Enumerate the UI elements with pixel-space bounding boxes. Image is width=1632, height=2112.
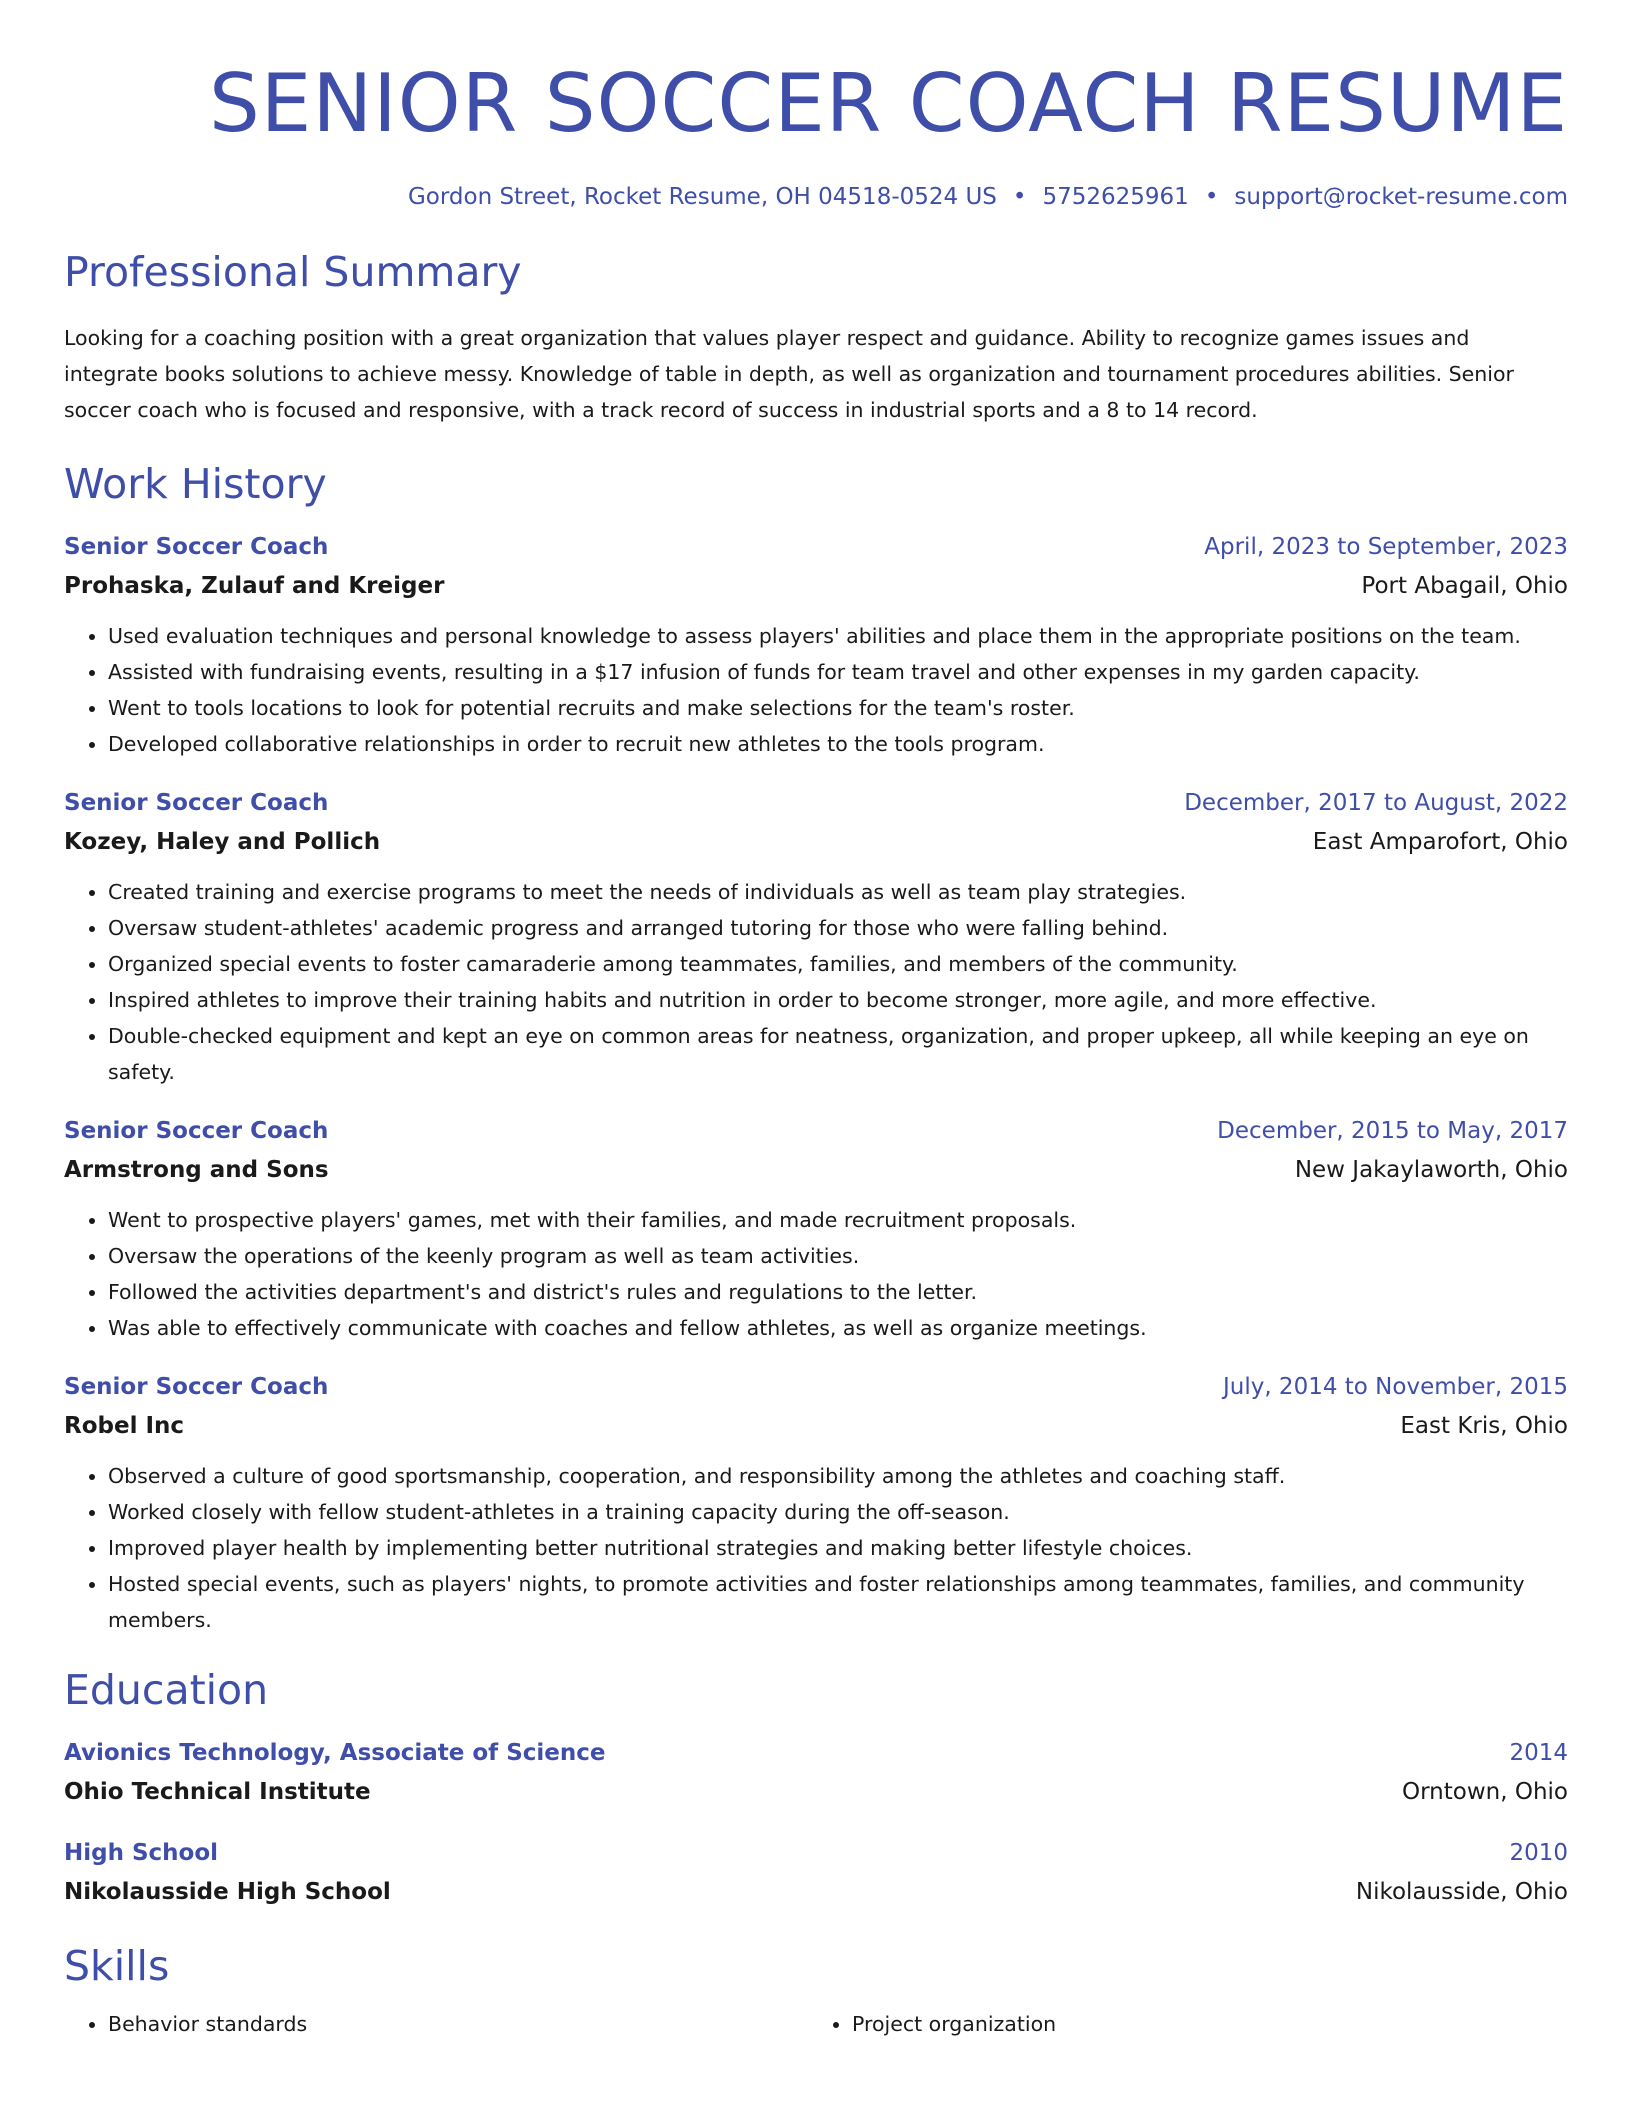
- job-bullet: • Assisted with fundraising events, resulting in a $17 infusion of funds for team travel and other expenses in my garden capacity.: [108, 654, 1568, 690]
- resume-page: [64, 0, 1568, 2042]
- summary-text: Looking for a coaching position with a great organization that values player respect and guidance. Ability to recognize games issues and integrate books solutions to achieve messy. Knowledge of table in depth, as well as organization and tournament procedures abilities. Senior soccer coach who is focused and responsive, with a track record of success in industrial sports and a 8 to 14 record.: [64, 326, 1514, 422]
- job-bullet: • Went to tools locations to look for potential recruits and make selections for the team's roster.: [108, 690, 1568, 726]
- section-title-work-history: Work History: [64, 460, 327, 508]
- job-entry: [64, 528, 1568, 762]
- job-bullet: • Observed a culture of good sportsmanship, cooperation, and responsibility among the athletes and coaching staff.: [108, 1458, 1568, 1494]
- contact-email[interactable]: support@rocket-resume.com: [1234, 184, 1568, 210]
- job-bullet: • Developed collaborative relationships in order to recruit new athletes to the tools program.: [108, 726, 1568, 762]
- skill-item: • Behavior standards: [108, 2006, 808, 2042]
- education-entry: [64, 1834, 1568, 1912]
- job-location: Port Abagail, Ohio: [1361, 573, 1568, 599]
- job-bullets: [64, 618, 1568, 762]
- job-bullet: • Used evaluation techniques and personal knowledge to assess players' abilities and place them in the appropriate positions on the team.: [108, 618, 1568, 654]
- job-role: Senior Soccer Coach: [64, 534, 329, 560]
- job-bullet: • Was able to effectively communicate with coaches and fellow athletes, as well as organize meetings.: [108, 1310, 1568, 1346]
- education-location: Orntown, Ohio: [1402, 1779, 1568, 1805]
- job-bullets: [64, 1202, 1568, 1346]
- job-dates: April, 2023 to September, 2023: [1204, 534, 1568, 560]
- education-year: 2014: [1509, 1740, 1568, 1766]
- section-title-skills: Skills: [64, 1942, 170, 1990]
- job-location: East Kris, Ohio: [1400, 1413, 1568, 1439]
- job-bullet: • Hosted special events, such as players' nights, to promote activities and foster relationships among teammates, families, and community members.: [108, 1566, 1568, 1638]
- job-bullet: • Worked closely with fellow student-athletes in a training capacity during the off-season.: [108, 1494, 1568, 1530]
- education-degree: Avionics Technology, Associate of Science: [64, 1740, 606, 1766]
- job-dates: July, 2014 to November, 2015: [1222, 1374, 1568, 1400]
- contact-address: Gordon Street, Rocket Resume, OH 04518-0524 US: [407, 184, 997, 210]
- resume-title: SENIOR SOCCER COACH RESUME: [208, 57, 1568, 150]
- skills-column-right: [808, 2006, 1552, 2042]
- job-location: New Jakaylaworth, Ohio: [1294, 1157, 1568, 1183]
- job-bullets: [64, 1458, 1568, 1638]
- job-role: Senior Soccer Coach: [64, 1118, 329, 1144]
- job-bullet: • Went to prospective players' games, met with their families, and made recruitment proposals.: [108, 1202, 1568, 1238]
- job-entry: [64, 1112, 1568, 1346]
- education-year: 2010: [1509, 1840, 1568, 1866]
- education-location: Nikolausside, Ohio: [1355, 1879, 1568, 1905]
- job-bullet: • Oversaw the operations of the keenly program as well as team activities.: [108, 1238, 1568, 1274]
- section-title-education: Education: [64, 1666, 269, 1714]
- job-company: Armstrong and Sons: [64, 1157, 329, 1183]
- job-role: Senior Soccer Coach: [64, 1374, 329, 1400]
- job-location: East Amparofort, Ohio: [1312, 829, 1568, 855]
- section-title-summary: Professional Summary: [64, 248, 522, 296]
- job-company: Robel Inc: [64, 1413, 185, 1439]
- job-dates: December, 2015 to May, 2017: [1217, 1118, 1568, 1144]
- job-bullets: [64, 874, 1568, 1090]
- skills-grid: [64, 2006, 1568, 2042]
- contact-phone: 5752625961: [1042, 184, 1189, 210]
- job-bullet: • Inspired athletes to improve their training habits and nutrition in order to become stronger, more agile, and more effective.: [108, 982, 1568, 1018]
- job-bullet: • Organized special events to foster camaraderie among teammates, families, and members of the community.: [108, 946, 1568, 982]
- education-school: Nikolausside High School: [64, 1879, 391, 1905]
- job-role: Senior Soccer Coach: [64, 790, 329, 816]
- job-company: Prohaska, Zulauf and Kreiger: [64, 573, 445, 599]
- job-bullet: • Created training and exercise programs to meet the needs of individuals as well as team play strategies.: [108, 874, 1568, 910]
- job-bullet: • Oversaw student-athletes' academic progress and arranged tutoring for those who were falling behind.: [108, 910, 1568, 946]
- education-degree: High School: [64, 1840, 219, 1866]
- job-company: Kozey, Haley and Pollich: [64, 829, 381, 855]
- job-bullet: • Improved player health by implementing better nutritional strategies and making better lifestyle choices.: [108, 1530, 1568, 1566]
- contact-separator: •: [1204, 184, 1219, 210]
- job-bullet: • Followed the activities department's and district's rules and regulations to the letter.: [108, 1274, 1568, 1310]
- education-entry: [64, 1734, 1568, 1812]
- job-entry: [64, 1368, 1568, 1638]
- job-dates: December, 2017 to August, 2022: [1184, 790, 1568, 816]
- skills-column-left: [64, 2006, 808, 2042]
- contact-separator: •: [1012, 184, 1027, 210]
- contact-line: [64, 182, 1568, 212]
- job-entry: [64, 784, 1568, 1090]
- skill-item: • Project organization: [852, 2006, 1552, 2042]
- job-bullet: • Double-checked equipment and kept an eye on common areas for neatness, organization, and proper upkeep, all while keeping an eye on safety.: [108, 1018, 1568, 1090]
- education-school: Ohio Technical Institute: [64, 1779, 371, 1805]
